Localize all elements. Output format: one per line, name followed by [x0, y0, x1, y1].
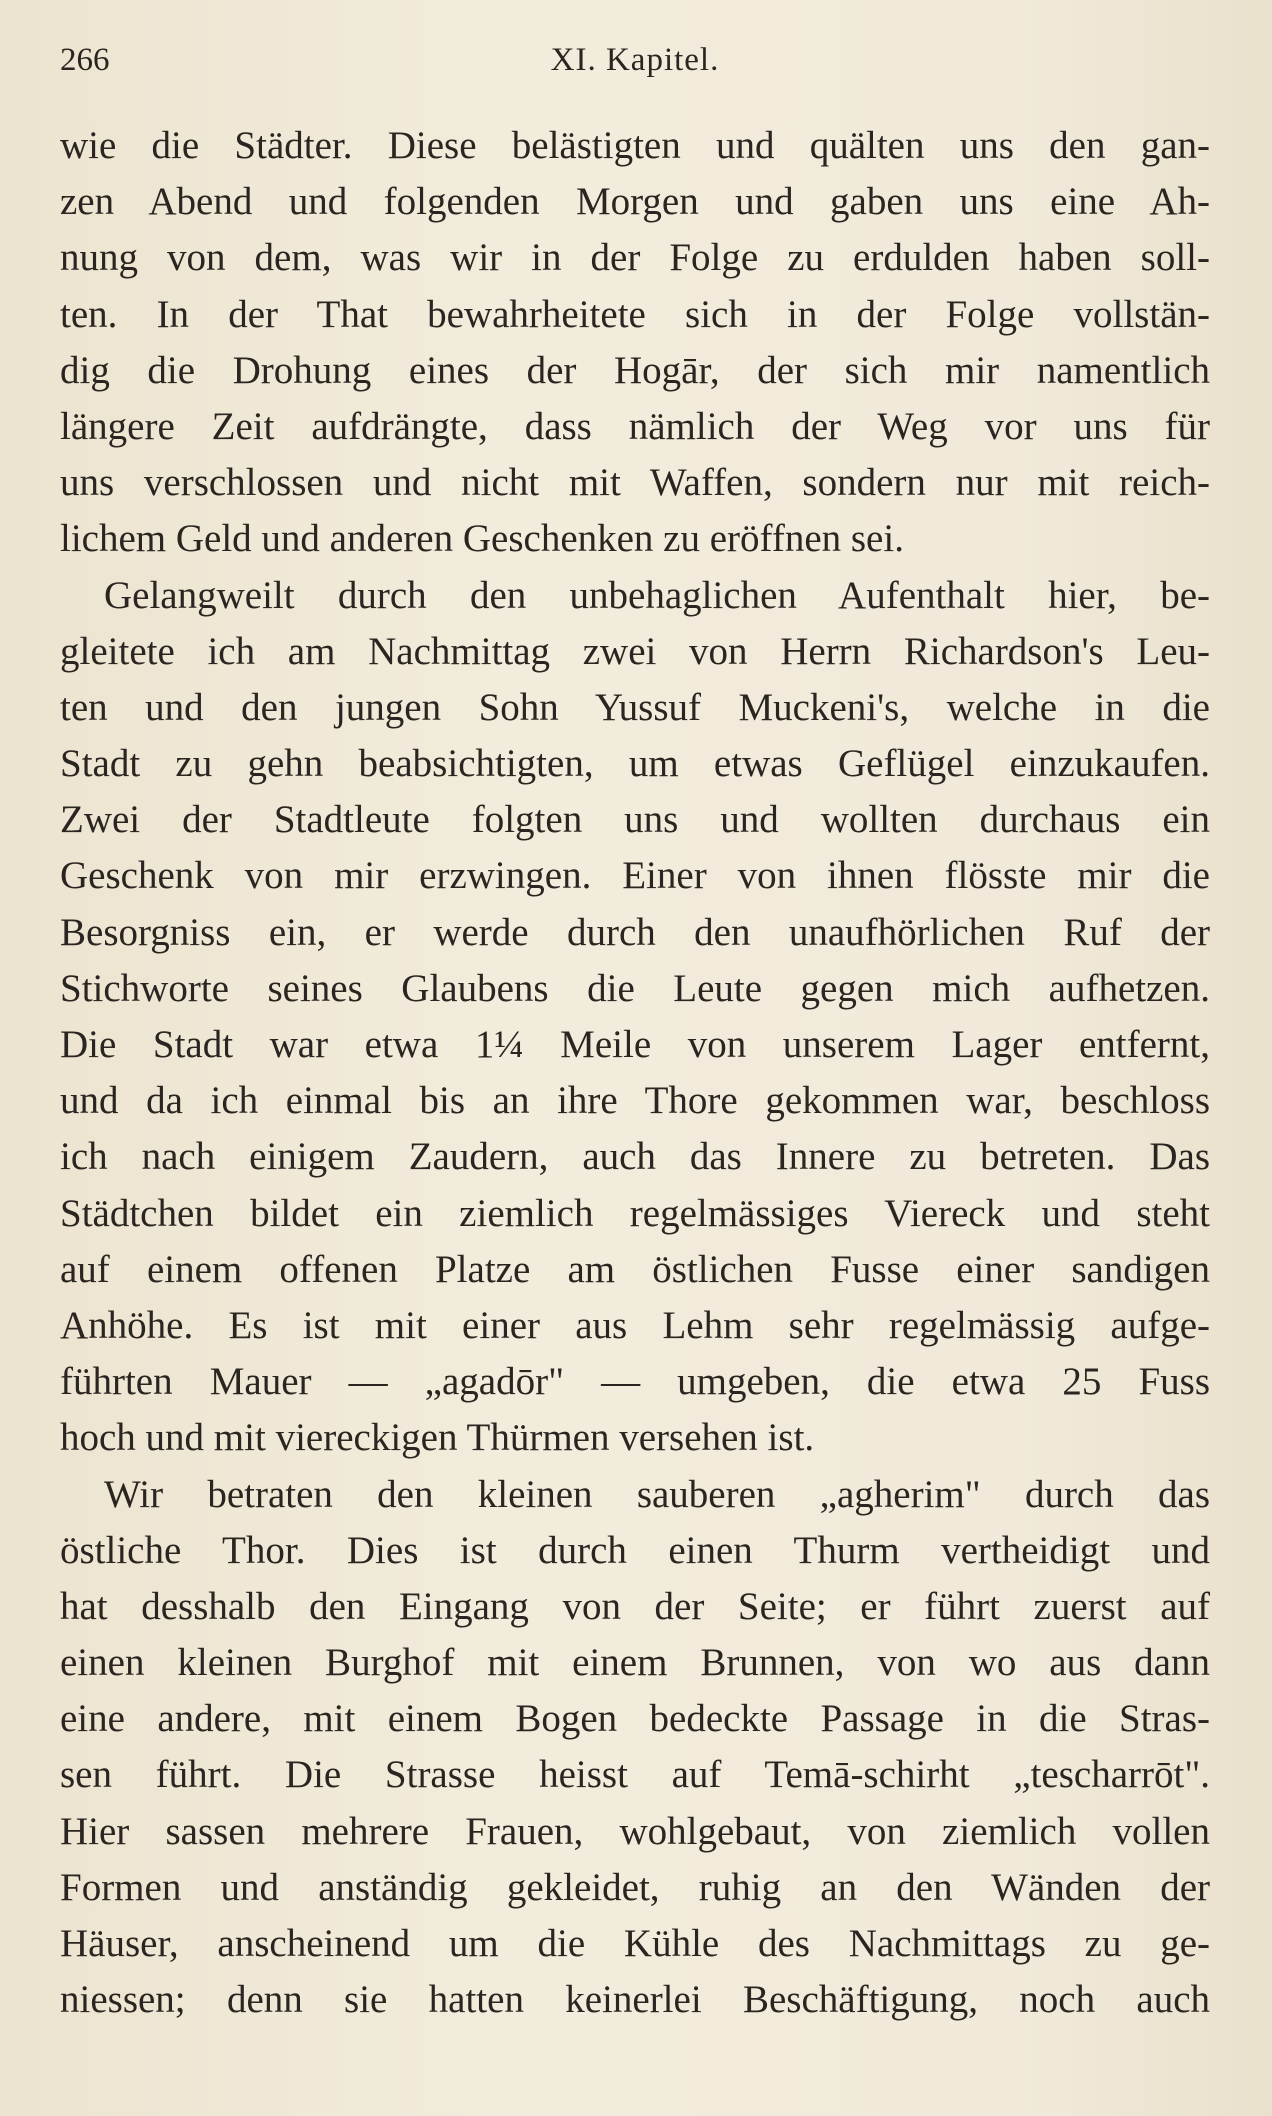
text-line: und da ich einmal bis an ihre Thore gekommen war, beschloss	[60, 1079, 1210, 1123]
running-head: XI. Kapitel.	[550, 42, 720, 78]
text-line: Stadt zu gehn beabsichtigten, um etwas Geflügel einzukaufen.	[60, 742, 1210, 786]
text-line: hat desshalb den Eingang von der Seite; er führt zuerst auf	[60, 1584, 1210, 1628]
paragraph-2	[60, 568, 1210, 1467]
text-line: Zwei der Stadtleute folgten uns und wollten durchaus ein	[60, 798, 1210, 842]
paragraph-1	[60, 118, 1210, 568]
text-line: Hier sassen mehrere Frauen, wohlgebaut, von ziemlich vollen	[60, 1809, 1210, 1853]
text-line: ten und den jungen Sohn Yussuf Muckeni's, welche in die	[60, 685, 1210, 729]
text-line: ich nach einigem Zaudern, auch das Innere zu betreten. Das	[60, 1135, 1210, 1179]
text-line: Stichworte seines Glaubens die Leute gegen mich aufhetzen.	[60, 966, 1210, 1010]
text-line: einen kleinen Burghof mit einem Brunnen, von wo aus dann	[60, 1641, 1210, 1685]
text-line: Die Stadt war etwa 1¼ Meile von unserem Lager entfernt,	[60, 1023, 1210, 1066]
text-line: nung von dem, was wir in der Folge zu erdulden haben soll-	[60, 236, 1210, 280]
text-line: Städtchen bildet ein ziemlich regelmässiges Viereck und steht	[60, 1191, 1210, 1235]
text-line: ten. In der That bewahrheitete sich in der Folge vollstän-	[60, 292, 1210, 336]
page-header	[60, 42, 1210, 92]
text-line: Besorgniss ein, er werde durch den unaufhörlichen Ruf der	[60, 910, 1210, 954]
text-line: zen Abend und folgenden Morgen und gaben uns eine Ah-	[60, 180, 1210, 224]
text-line: östliche Thor. Dies ist durch einen Thurm vertheidigt und	[60, 1528, 1210, 1572]
paragraph-3	[60, 1467, 1210, 2029]
text-line: niessen; denn sie hatten keinerlei Beschäftigung, noch auch	[60, 1978, 1210, 2022]
text-line: Häuser, anscheinend um die Kühle des Nachmittags zu ge-	[60, 1922, 1210, 1965]
text-line: sen führt. Die Strasse heisst auf Temā-schirht „tescharrōt".	[60, 1753, 1210, 1797]
text-line: Anhöhe. Es ist mit einer aus Lehm sehr regelmässig aufge-	[60, 1303, 1210, 1347]
text-line: auf einem offenen Platze am östlichen Fusse einer sandigen	[60, 1247, 1210, 1291]
text-line: führten Mauer — „agadōr" — umgeben, die etwa 25 Fuss	[60, 1360, 1210, 1404]
text-line: gleitete ich am Nachmittag zwei von Herrn Richardson's Leu-	[60, 629, 1210, 673]
text-line: dig die Drohung eines der Hogār, der sich mir namentlich	[60, 348, 1210, 392]
text-line: Gelangweilt durch den unbehaglichen Aufenthalt hier, be-	[104, 573, 1210, 617]
page-number: 266	[60, 42, 110, 78]
text-line: Wir betraten den kleinen sauberen „agherim" durch das	[104, 1472, 1210, 1516]
text-line: lichem Geld und anderen Geschenken zu eröffnen sei.	[60, 517, 904, 561]
text-line: wie die Städter. Diese belästigten und quälten uns den gan-	[60, 124, 1210, 167]
body-text	[60, 118, 1210, 2028]
text-line: Geschenk von mir erzwingen. Einer von ihnen flösste mir die	[60, 854, 1210, 898]
text-line: hoch und mit viereckigen Thürmen versehen ist.	[60, 1416, 815, 1460]
text-line: längere Zeit aufdrängte, dass nämlich der Weg vor uns für	[60, 404, 1210, 448]
text-line: uns verschlossen und nicht mit Waffen, sondern nur mit reich-	[60, 461, 1210, 505]
text-line: eine andere, mit einem Bogen bedeckte Passage in die Stras-	[60, 1697, 1210, 1741]
text-line: Formen und anständig gekleidet, ruhig an den Wänden der	[60, 1865, 1210, 1909]
